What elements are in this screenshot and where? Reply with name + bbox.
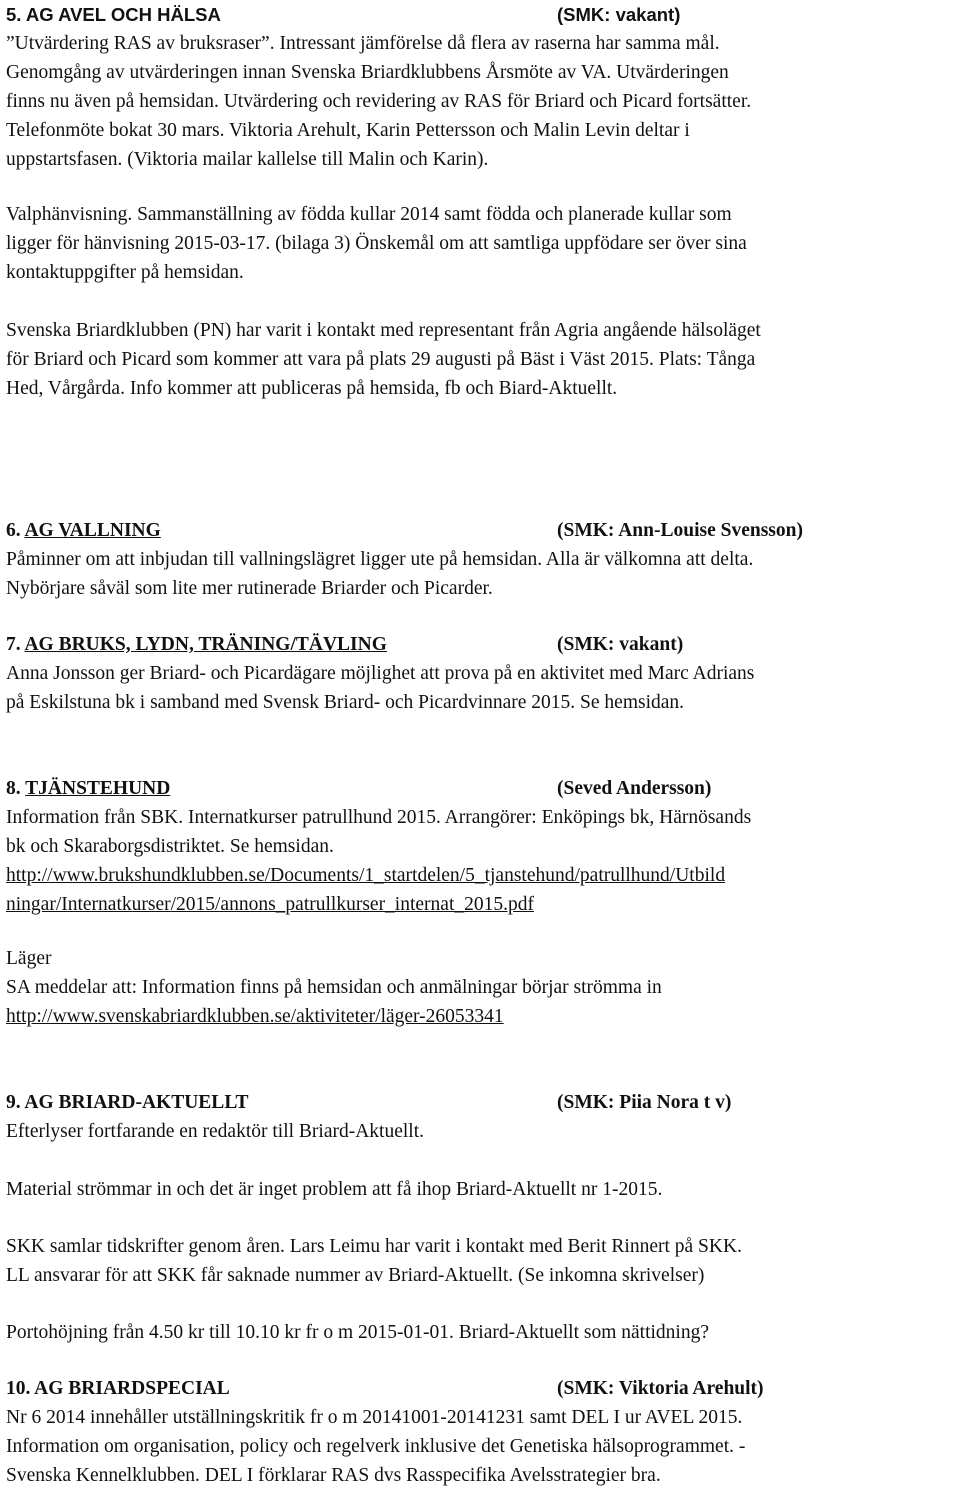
section-8-heading bbox=[6, 774, 958, 803]
text-line: Portohöjning från 4.50 kr till 10.10 kr fr o m 2015-01-01. Briard-Aktuellt som nättidning? bbox=[6, 1322, 709, 1343]
text-line: Efterlyser fortfarande en redaktör till Briard-Aktuellt. bbox=[6, 1121, 424, 1142]
section-10 bbox=[6, 1374, 958, 1490]
section-9-material bbox=[6, 1175, 958, 1204]
section-7-number: 7. bbox=[6, 634, 21, 655]
text-line: Information om organisation, policy och regelverk inklusive det Genetiska hälsoprogrammet. - bbox=[6, 1436, 746, 1457]
text-line: Information från SBK. Internatkurser patrullhund 2015. Arrangörer: Enköpings bk, Härnösands bbox=[6, 807, 752, 828]
text-line: SA meddelar att: Information finns på hemsidan och anmälningar börjar strömma in bbox=[6, 977, 662, 998]
text-line: ”Utvärdering RAS av bruksraser”. Intressant jämförelse då flera av raserna har samma mål. bbox=[6, 33, 720, 54]
section-9-heading bbox=[6, 1088, 958, 1117]
text-line: bk och Skaraborgsdistriktet. Se hemsidan. bbox=[6, 836, 334, 857]
text-line: kontaktuppgifter på hemsidan. bbox=[6, 262, 244, 283]
section-6 bbox=[6, 516, 958, 603]
section-6-number: 6. bbox=[6, 520, 21, 541]
section-6-title: AG VALLNING bbox=[24, 520, 161, 541]
section-6-smk: (SMK: Ann-Louise Svensson) bbox=[557, 520, 803, 541]
text-line: Material strömmar in och det är inget problem att få ihop Briard-Aktuellt nr 1-2015. bbox=[6, 1179, 663, 1200]
text-line: Svenska Briardklubben (PN) har varit i kontakt med representant från Agria angående hälsoläget bbox=[6, 320, 761, 341]
brukshundklubben-link-line-1[interactable] bbox=[6, 861, 958, 890]
text-line: Nybörjare såväl som lite mer rutinerade Briarder och Picarder. bbox=[6, 578, 493, 599]
text-line: Hed, Vårgårda. Info kommer att publiceras på hemsida, fb och Biard-Aktuellt. bbox=[6, 378, 618, 399]
section-7 bbox=[6, 630, 958, 717]
svenskabriardklubben-link-line[interactable] bbox=[6, 1002, 958, 1031]
brukshundklubben-link[interactable]: http://www.brukshundklubben.se/Documents/1_startdelen/5_tjanstehund/patrullhund/Utbild bbox=[6, 865, 726, 886]
section-5-paragraph-valphanvisning bbox=[6, 200, 958, 287]
section-10-heading bbox=[6, 1374, 958, 1403]
section-9-title: 9. AG BRIARD-AKTUELLT bbox=[6, 1092, 249, 1113]
section-8-number: 8. bbox=[6, 778, 21, 799]
lager-paragraph bbox=[6, 944, 958, 1031]
section-5-smk: (SMK: vakant) bbox=[557, 4, 681, 25]
text-line: Valphänvisning. Sammanställning av födda kullar 2014 samt födda och planerade kullar som bbox=[6, 204, 732, 225]
section-9-skk bbox=[6, 1232, 958, 1290]
text-line: SKK samlar tidskrifter genom åren. Lars Leimu har varit i kontakt med Berit Rinnert på SKK. bbox=[6, 1236, 742, 1257]
section-8-smk: (Seved Andersson) bbox=[557, 778, 712, 799]
text-line: för Briard och Picard som kommer att vara på plats 29 augusti på Bäst i Väst 2015. Plats: Tånga bbox=[6, 349, 756, 370]
text-line: Anna Jonsson ger Briard- och Picardägare möjlighet att prova på en aktivitet med Marc Adrians bbox=[6, 663, 755, 684]
text-line: uppstartsfasen. (Viktoria mailar kallelse till Malin och Karin). bbox=[6, 149, 489, 170]
section-8-title: TJÄNSTEHUND bbox=[25, 778, 171, 799]
section-7-smk: (SMK: vakant) bbox=[557, 634, 684, 655]
brukshundklubben-link-continued[interactable]: ningar/Internatkurser/2015/annons_patrullkurser_internat_2015.pdf bbox=[6, 894, 534, 915]
section-9-smk: (SMK: Piia Nora t v) bbox=[557, 1092, 732, 1113]
lager-title: Läger bbox=[6, 948, 52, 969]
brukshundklubben-link-line-2[interactable] bbox=[6, 890, 958, 919]
section-7-heading bbox=[6, 630, 958, 659]
section-10-title: 10. AG BRIARDSPECIAL bbox=[6, 1378, 230, 1399]
text-line: Svenska Kennelklubben. DEL I förklarar RAS dvs Rasspecifika Avelsstrategier bra. bbox=[6, 1465, 661, 1486]
text-line: Påminner om att inbjudan till vallningslägret ligger ute på hemsidan. Alla är välkomna att delta. bbox=[6, 549, 754, 570]
section-6-heading bbox=[6, 516, 958, 545]
text-line: LL ansvarar för att SKK får saknade nummer av Briard-Aktuellt. (Se inkomna skrivelser) bbox=[6, 1265, 705, 1286]
section-5 bbox=[6, 0, 958, 174]
text-line: ligger för hänvisning 2015-03-17. (bilaga 3) Önskemål om att samtliga uppfödare ser över sina bbox=[6, 233, 747, 254]
svenskabriardklubben-link[interactable]: http://www.svenskabriardklubben.se/aktiviteter/läger-26053341 bbox=[6, 1006, 504, 1027]
section-7-title: AG BRUKS, LYDN, TRÄNING/TÄVLING bbox=[24, 634, 387, 655]
text-line: Genomgång av utvärderingen innan Svenska Briardklubbens Årsmöte av VA. Utvärderingen bbox=[6, 62, 729, 83]
section-10-smk: (SMK: Viktoria Arehult) bbox=[557, 1378, 764, 1399]
text-line: Nr 6 2014 innehåller utställningskritik fr o m 20141001-20141231 samt DEL I ur AVEL 2015. bbox=[6, 1407, 743, 1428]
section-5-heading bbox=[6, 0, 958, 29]
section-9 bbox=[6, 1088, 958, 1146]
text-line: på Eskilstuna bk i samband med Svensk Briard- och Picardvinnare 2015. Se hemsidan. bbox=[6, 692, 685, 713]
text-line: finns nu även på hemsidan. Utvärdering och revidering av RAS för Briard och Picard fortsätter. bbox=[6, 91, 752, 112]
text-line: Telefonmöte bokat 30 mars. Viktoria Arehult, Karin Pettersson och Malin Levin deltar i bbox=[6, 120, 690, 141]
section-5-paragraph-agria bbox=[6, 316, 958, 403]
section-9-porto bbox=[6, 1318, 958, 1347]
section-5-title: 5. AG AVEL OCH HÄLSA bbox=[6, 4, 221, 25]
section-8 bbox=[6, 774, 958, 919]
